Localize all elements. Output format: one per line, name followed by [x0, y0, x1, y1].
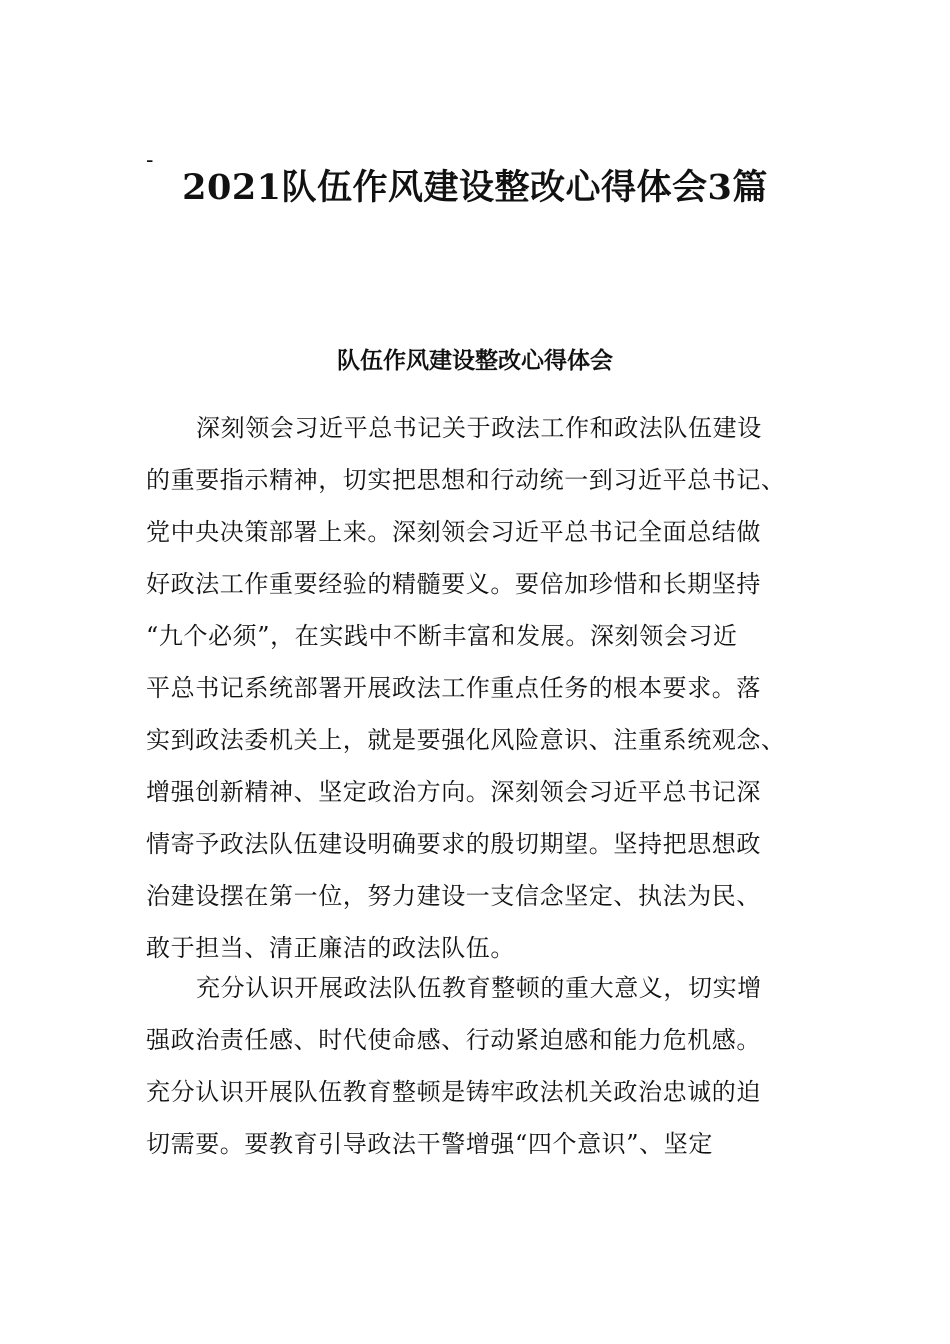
document-title: 2021队伍作风建设整改心得体会3篇 [182, 167, 768, 208]
paragraph-line: 深刻领会习近平总书记关于政法工作和政法队伍建设 [196, 414, 762, 442]
corner-mark: - [146, 148, 154, 173]
paragraph-line: 充分认识开展队伍教育整顿是铸牢政法机关政治忠诚的迫 [146, 1078, 761, 1106]
paragraph-line: 情寄予政法队伍建设明确要求的殷切期望。坚持把思想政 [146, 830, 761, 858]
paragraph-line: 好政法工作重要经验的精髓要义。要倍加珍惜和长期坚持 [146, 570, 761, 598]
paragraph-1 [146, 402, 806, 974]
section-title: 队伍作风建设整改心得体会 [337, 347, 613, 374]
paragraph-line: 充分认识开展政法队伍教育整顿的重大意义，切实增 [196, 974, 762, 1002]
paragraph-line: 平总书记系统部署开展政法工作重点任务的根本要求。落 [146, 674, 761, 702]
paragraph-2 [146, 962, 806, 1170]
paragraph-line: 切需要。要教育引导政法干警增强“四个意识”、坚定 [146, 1130, 713, 1158]
paragraph-line: 强政治责任感、时代使命感、行动紧迫感和能力危机感。 [146, 1026, 761, 1054]
paragraph-line: 的重要指示精神，切实把思想和行动统一到习近平总书记、 [146, 466, 786, 494]
paragraph-line: 增强创新精神、坚定政治方向。深刻领会习近平总书记深 [146, 778, 761, 806]
paragraph-line: 党中央决策部署上来。深刻领会习近平总书记全面总结做 [146, 518, 761, 546]
paragraph-line: “九个必须”，在实践中不断丰富和发展。深刻领会习近 [146, 622, 738, 650]
paragraph-line: 实到政法委机关上，就是要强化风险意识、注重系统观念、 [146, 726, 786, 754]
paragraph-line: 治建设摆在第一位，努力建设一支信念坚定、执法为民、 [146, 882, 761, 910]
paragraph-line: 敢于担当、清正廉洁的政法队伍。 [146, 934, 515, 962]
